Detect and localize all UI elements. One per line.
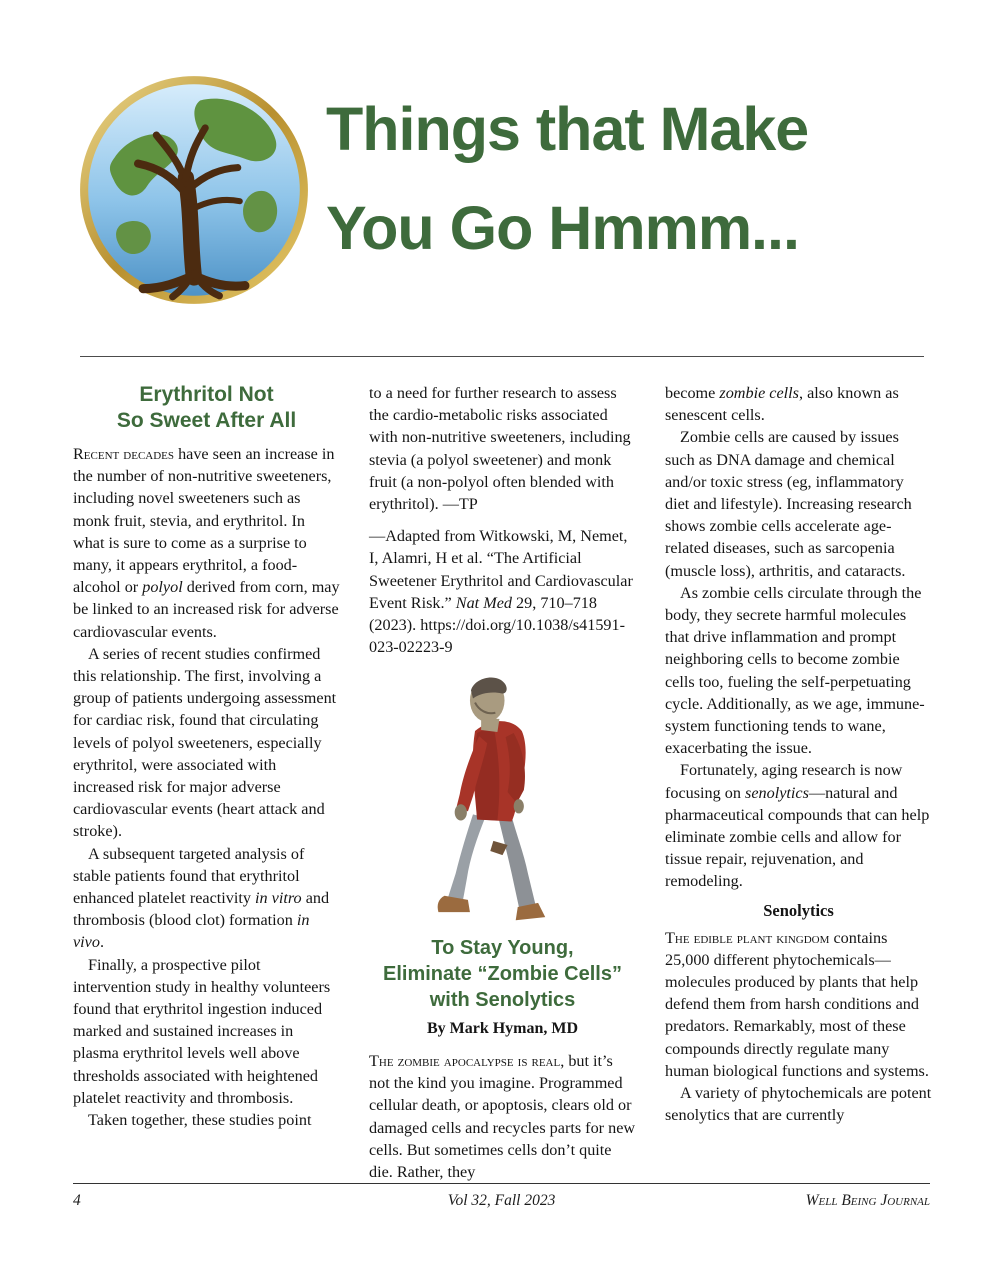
smallcaps-lead: The zombie apocalypse is real (369, 1051, 561, 1070)
smallcaps-lead: The edible plant kingdom (665, 928, 830, 947)
text-run: , also known as senescent cells. (665, 384, 899, 425)
text-run: become (665, 384, 720, 402)
text-run: , but it’s not the kind you imagine. Programmed cellular death, or apoptosis, clears old or damaged cells and recycles parts for new cells. But sometimes cells don’t quite die. Rather, they (369, 1051, 636, 1181)
text-run: Finally, a prospective pilot intervention study in healthy volunteers found that erythritol ingestion induced marked and sustained increases in plasma erythritol levels well above thresholds associated with heightened platelet reactivity and thrombosis. (73, 955, 331, 1107)
paragraph (665, 426, 932, 581)
text-run: Zombie cells are caused by issues such as DNA damage and chemical and/or toxic stress (eg, inflammatory diet and lifestyle). Increasing research shows zombie cells accelerate age-related diseases, such as sarcopenia (muscle loss), arthritis, and cataracts. (665, 428, 912, 580)
globe-tree-logo (76, 72, 312, 308)
text-run: A subsequent targeted analysis of stable patients found that erythritol enhanced platelet reactivity (73, 844, 305, 908)
senolytics-subheading: Senolytics (763, 900, 834, 920)
page-header (76, 72, 936, 308)
column-1 (73, 382, 340, 1183)
column-2 (369, 382, 636, 1183)
text-run: derived from corn, may be linked to an increased risk for adverse cardiovascular events. (73, 578, 340, 641)
text-run: A variety of phytochemicals are potent senolytics that are currently (665, 1084, 932, 1125)
italic-text: in vivo (73, 911, 310, 952)
smallcaps-lead: Recent decades (73, 445, 175, 463)
text-run: Fortunately, aging research is now focusing on (665, 761, 903, 802)
paragraph (73, 443, 340, 643)
text-run: have seen an increase in the number of non-nutritive sweeteners, including novel sweeteners such as monk fruit, stevia, and erythritol. In what is sure to come as a surprise to many, it appears erythritol, a food-alcohol or (73, 445, 335, 597)
paragraph (665, 759, 932, 892)
text-run: 29, 710–718 (2023). https://doi.org/10.1038/s41591-023-02223-9 (369, 593, 626, 657)
text-run: Taken together, these studies point (88, 1111, 312, 1130)
paragraph (369, 525, 636, 658)
paragraph (73, 954, 340, 1109)
paragraph (73, 843, 340, 954)
italic-text: in vitro (255, 889, 302, 908)
text-run: As zombie cells circulate through the body, they secrete harmful molecules that drive inflammation and prompt neighboring cells to become zombie cells too, fueling the self-perpetuating cycle. Additionally, as we age, immune-system functioning tends to wane, exacerbating the issue. (665, 583, 925, 758)
article1-continued (369, 382, 636, 658)
senolytics-body (665, 927, 932, 1127)
footer-issue: Vol 32, Fall 2023 (447, 1192, 556, 1209)
italic-text: senolytics (745, 783, 809, 802)
paragraph (665, 582, 932, 760)
text-run: . (99, 933, 105, 952)
text-run: —natural and pharmaceutical compounds that can help eliminate zombie cells and allow for tissue repair, rejuvenation, and remodeling. (665, 783, 930, 891)
paragraph (665, 927, 932, 1082)
title-line-1: Things that Make (326, 95, 809, 163)
paragraph (369, 1050, 636, 1183)
paragraph (369, 382, 636, 515)
heading-line: So Sweet After All (116, 409, 297, 432)
heading-line: with Senolytics (429, 988, 576, 1011)
text-run: and thrombosis (blood clot) formation (73, 889, 330, 930)
article2-body (369, 1050, 636, 1183)
heading-line: Eliminate “Zombie Cells” (383, 962, 622, 985)
article2-heading (369, 935, 636, 1013)
text-run: contains 25,000 different phytochemicals—molecules produced by plants that help defend them from harsh conditions and predators. Remarkably, most of these compounds directly regulate many human biological functions and systems. (665, 928, 929, 1080)
page-number: 4 (73, 1192, 81, 1209)
zombie-figure-illustration (414, 670, 592, 924)
italic-text: Nat Med (455, 593, 512, 612)
article2-byline: By Mark Hyman, MD (426, 1019, 579, 1037)
italic-text: zombie cells (719, 384, 799, 402)
heading-line: Erythritol Not (139, 383, 274, 406)
article-columns (73, 382, 930, 1183)
page-footer (73, 1192, 930, 1210)
header-divider (80, 356, 924, 357)
text-run: to a need for further research to assess the cardio-metabolic risks associated with non-nutritive sweeteners, including stevia (a polyol sweetener) and monk fruit (a non-polyol often blended with erythritol). —TP (369, 384, 631, 514)
title-line-2: You Go Hmmm... (326, 194, 799, 262)
page-title (326, 80, 808, 308)
paragraph (73, 1109, 340, 1131)
paragraph (73, 643, 340, 843)
article1-heading (73, 382, 340, 434)
paragraph (665, 1082, 932, 1126)
footer-divider (73, 1183, 930, 1184)
article1-body (73, 443, 340, 1131)
heading-line: To Stay Young, (431, 936, 574, 959)
article2-continued (665, 382, 932, 893)
text-run: —Adapted from Witkowski, M, Nemet, I, Alamri, H et al. “The Artificial Sweetener Erythritol and Cardiovascular Event Risk.” (369, 527, 633, 612)
text-run: A series of recent studies confirmed this relationship. The first, involving a group of patients undergoing assessment for cardiac risk, found that circulating levels of polyol sweeteners, especially erythritol, were associated with increased risk for major adverse cardiovascular events (heart attack and stroke). (73, 644, 337, 841)
paragraph (665, 382, 932, 426)
italic-text: polyol (142, 578, 183, 597)
footer-journal: Well Being Journal (805, 1192, 931, 1209)
globe-tree-icon (76, 72, 312, 308)
column-3 (665, 382, 932, 1183)
zombie-figure-icon (414, 670, 592, 924)
